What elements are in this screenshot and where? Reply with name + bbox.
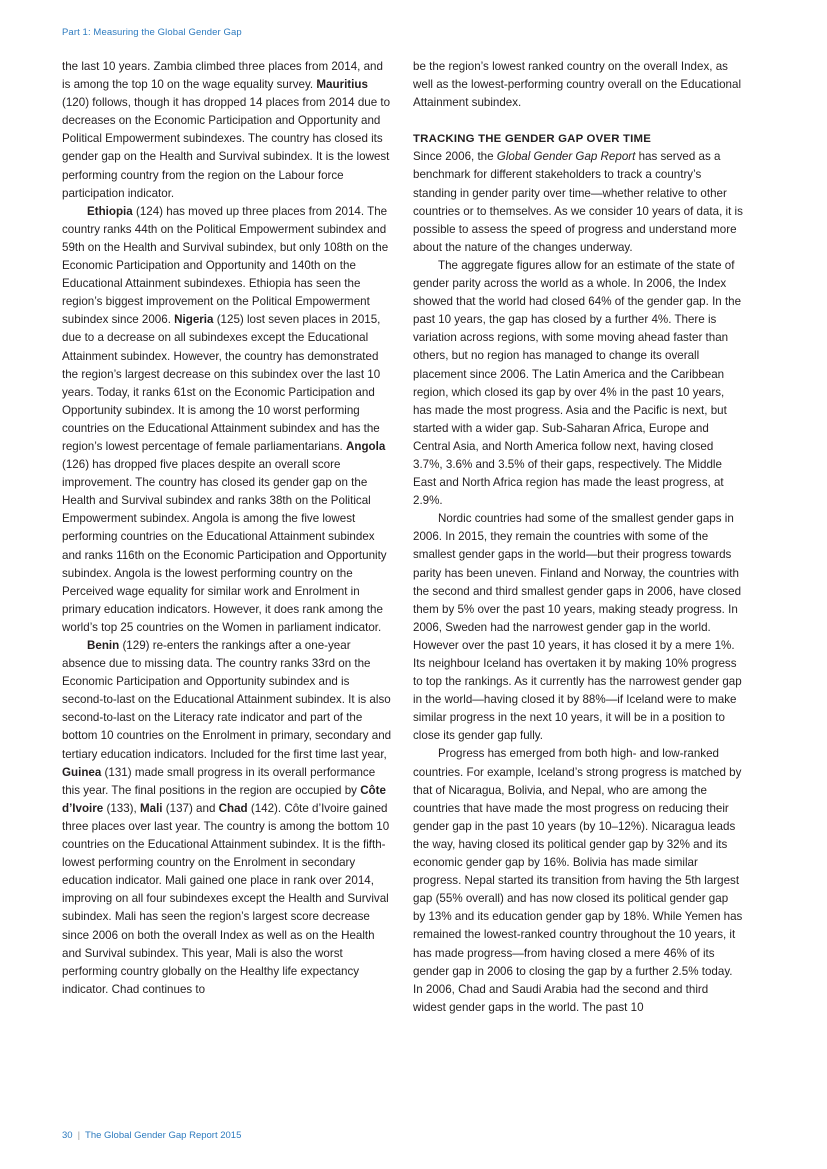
text-run: the last 10 years. Zambia climbed three places from 2014, and is among the top 10 on the wage equality survey. bbox=[62, 60, 383, 92]
paragraph: Nordic countries had some of the smallest gender gaps in 2006. In 2015, they remain the countries with some of the smallest gender gaps in the world—but their progress towards parity has been uneven. Finland and Norway, the countries with the second and third smallest gender gaps in 2006, have closed them by 5% over the past 10 years, making steady progress. In 2006, Sweden had the narrowest gender gap in the world. However over the past 10 years, it has closed it by a mere 1%. Its neighbour Iceland has overtaken it by making 10% progress to top the rankings. As it currently has the narrowest gender gap in the world—having closed it by 88%—if Iceland were to make similar progress in the next 10 years, it will be in a position to close its gender gap fully. bbox=[413, 512, 742, 743]
footer-separator: | bbox=[77, 1130, 81, 1141]
paragraph: be the region’s lowest ranked country on the overall Index, as well as the lowest-performing country overall on the Educational Attainment subindex. bbox=[413, 60, 742, 110]
paragraph bbox=[62, 58, 392, 203]
section-heading: TRACKING THE GENDER GAP OVER TIME bbox=[413, 133, 652, 146]
text-run: Since 2006, the bbox=[413, 150, 497, 164]
country-name: Angola bbox=[346, 439, 386, 453]
country-name: Mauritius bbox=[316, 78, 368, 92]
paragraph: Progress has emerged from both high- and low-ranked countries. For example, Iceland’s strong progress is matched by that of Nicaragua, Bolivia, and Nepal, who are among the countries that have made the most progress on reducing their gender gap in the past 10 years (by 10–12%). Nicaragua leads the way, having closed its political gender gap by 32% and its economic gender gap by 16%. Bolivia has made similar progress. Nepal started its transition from having the 5th largest gap (55% overall) and has now closed its political gender gap by 13% and its education gender gap by 18%. While Yemen has remained the lowest-ranked country throughout the 10 years, it has made progress—from having closed a mere 46% of its gender gap in 2006 to closing the gap by a further 2.5% today. In 2006, Chad and Saudi Arabia had the second and third widest gender gaps in the world. The past 10 bbox=[413, 747, 743, 1014]
text-run: (126) has dropped five places despite an overall score improvement. The country has closed its gender gap on the Health and Survival subindex and ranks 38th on the Political Empowerment subindex. Angola is among the five lowest performing countries on the Educational Attainment subindex and ranks 116th on the Economic Participation and Opportunity subindex. Angola is the lowest performing country on the Perceived wage equality for similar work and Enrolment in primary education indicators. However, it does rank among the world’s top 25 countries on the Women in parliament indicator. bbox=[62, 458, 387, 634]
page-number: 30 bbox=[62, 1130, 73, 1141]
paragraph bbox=[413, 148, 743, 257]
text-run: (142). Côte d’Ivoire gained three places over last year. The country is among the bottom 10 countries on the Educational Attainment subindex. It is the fifth-lowest performing country on the Enrolment in secondary education indicator. Mali gained one place in rank over 2014, improving on all four subindexes except the Health and Survival subindex. Mali has seen the region’s largest score decrease since 2006 on both the overall Index as well as on the Health and Survival subindex. This year, Mali is also the worst performing country globally on the Healthy life expectancy indicator. Chad continues to bbox=[62, 801, 390, 996]
text-run: (124) has moved up three places from 2014. The country ranks 44th on the Political Empowerment subindex and 59th on the Health and Survival subindex, but only 108th on the Economic Participation and Opportunity and 140th on the Educational Attainment subindexes. Ethiopia has seen the region’s biggest improvement on the Political Empowerment subindex since 2006. bbox=[62, 204, 389, 327]
country-name: Guinea bbox=[62, 765, 102, 779]
country-name: Nigeria bbox=[174, 313, 214, 327]
text-run: (133), bbox=[103, 801, 140, 815]
left-column bbox=[62, 58, 392, 999]
country-name: Benin bbox=[87, 639, 120, 652]
text-run: (125) lost seven places in 2015, due to a decrease on all subindexes except the Educational Attainment subindex. However, the country has demonstrated the region’s largest decrease on this subindex over the last 10 years. Today, it ranks 61st on the Economic Participation and Opportunity subindex. It is among the 10 worst performing countries on the Educational Attainment subindex and has the region’s lowest percentage of female parliamentarians. bbox=[62, 313, 381, 453]
running-head: Part 1: Measuring the Global Gender Gap bbox=[62, 27, 242, 38]
text-run: has served as a benchmark for different stakeholders to track a country’s standing in gender parity over time—whether relative to other countries or to themselves. As we consider 10 years of data, it is possible to assess the speed of progress and understand more about the nature of the changes underway. bbox=[413, 150, 743, 254]
page-footer bbox=[62, 1130, 241, 1141]
paragraph bbox=[62, 637, 392, 999]
country-name: Ethiopia bbox=[87, 204, 133, 218]
text-run: (120) follows, though it has dropped 14 places from 2014 due to decreases on the Economic Participation and Opportunity and Political Empowerment subindexes. The country has closed its gender gap on the Health and Survival subindex. It is the lowest performing country from the region on the Labour force participation indicator. bbox=[62, 96, 391, 200]
country-name: Côte d’Ivoire bbox=[62, 783, 386, 815]
paragraph: The aggregate figures allow for an estimate of the state of gender parity across the world as a whole. In 2006, the Index showed that the world had closed 64% of the gender gap. In the past 10 years, the gap has closed by a further 4%. There is variation across regions, with some moving ahead faster than others, but no region has managed to change its overall placement since 2006. The Latin America and the Caribbean region, which closed its gap by over 4% in the past 10 years, has made the most progress. Asia and the Pacific is next, but started with a wider gap. Sub-Saharan Africa, Europe and Central Asia, and North America follow next, having closed 3.7%, 3.6% and 3.5% of their gaps, respectively. The Middle East and North Africa region has made the least progress, at 2.9%. bbox=[413, 258, 742, 508]
text-run: (129) re-enters the rankings after a one-year absence due to missing data. The country ranks 33rd on the Economic Participation and Opportunity subindex and is second-to-last on the Educational Attainment subindex. It is also second-to-last on the Literacy rate indicator and part of the bottom 10 countries on the Enrolment in primary, secondary and tertiary education indicators. Included for the first time last year, bbox=[62, 639, 392, 761]
footer-report-title: The Global Gender Gap Report 2015 bbox=[85, 1130, 242, 1141]
country-name: Chad bbox=[218, 801, 248, 815]
text-run: (131) made small progress in its overall performance this year. The final positions in the region are occupied by bbox=[62, 765, 376, 797]
text-run: (137) and bbox=[162, 801, 219, 815]
right-column bbox=[413, 58, 743, 1017]
country-name: Mali bbox=[139, 801, 163, 815]
paragraph bbox=[62, 203, 392, 637]
report-title-italic: Global Gender Gap Report bbox=[496, 150, 636, 164]
